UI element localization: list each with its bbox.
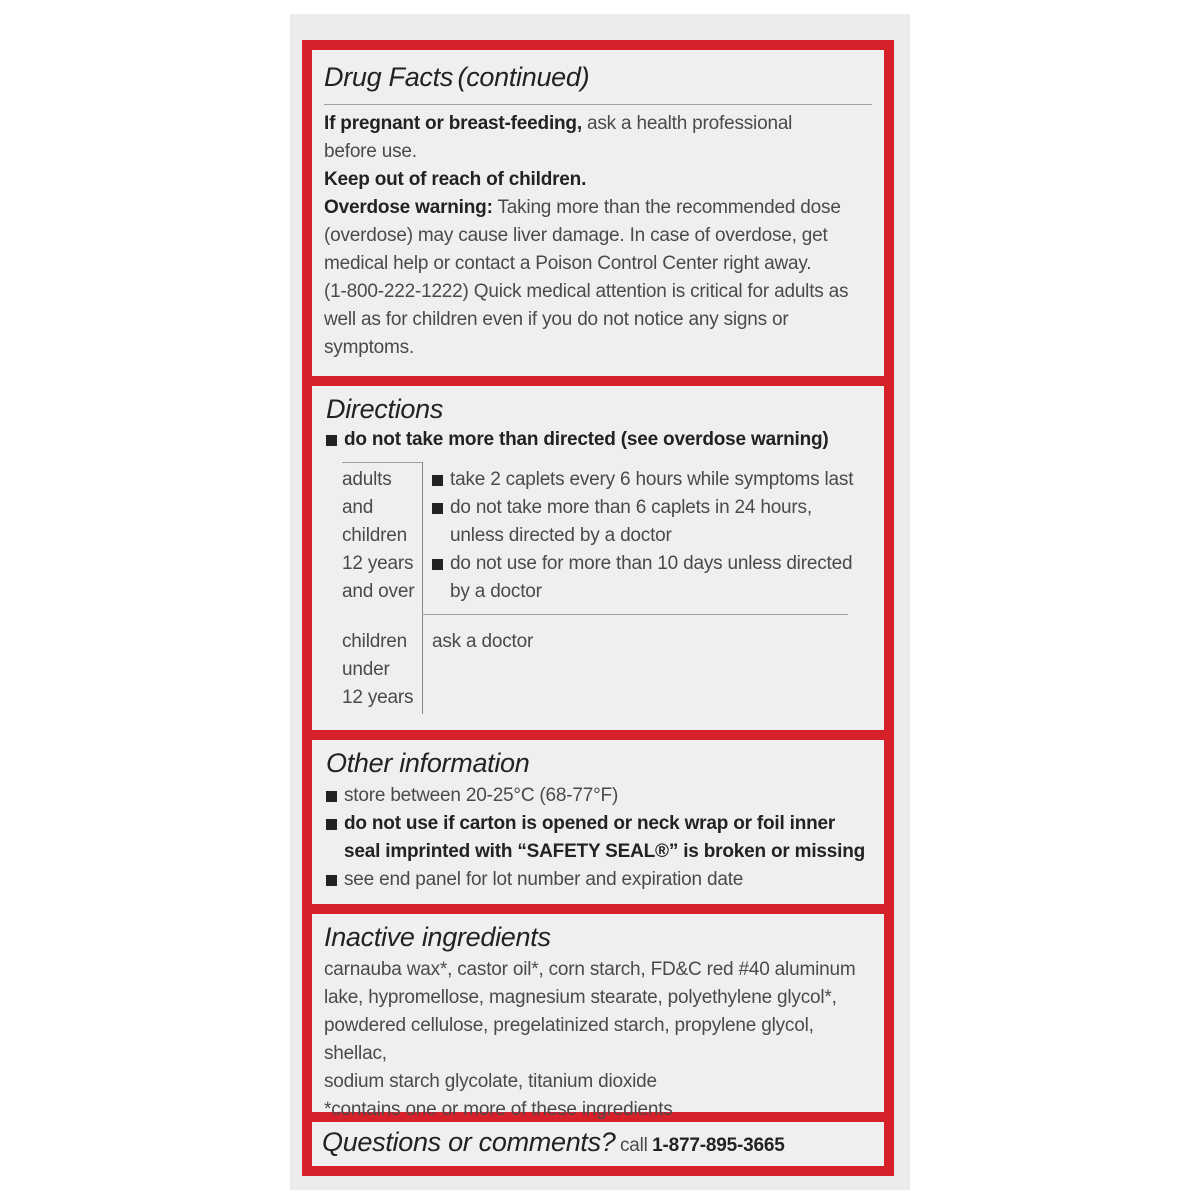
table-column-divider <box>422 462 423 714</box>
bullet-icon <box>326 819 337 830</box>
questions-line <box>322 1127 785 1160</box>
keep-out-warning: Keep out of reach of children. <box>324 169 587 190</box>
directions-title: Directions <box>326 394 444 424</box>
dose-group-children <box>342 628 420 712</box>
ingredients-line: powdered cellulose, pregelatinized starch, propylene glycol, shellac, <box>324 1015 814 1064</box>
info-item <box>326 866 876 894</box>
phone-number[interactable]: 1-877-895-3665 <box>652 1135 785 1156</box>
info-item <box>326 810 876 866</box>
dose-instructions-adults <box>432 466 862 606</box>
drug-facts-title-suffix: (continued) <box>457 62 590 92</box>
overdose-text: Taking more than the recommended dose <box>497 197 841 218</box>
info-item-text: see end panel for lot number and expiration date <box>344 869 744 890</box>
bullet-icon <box>326 791 337 802</box>
table-top-rule <box>342 462 422 463</box>
pregnant-line <box>324 110 876 138</box>
overdose-text-line: well as for children even if you do not notice any signs or <box>324 309 789 330</box>
dose-item <box>432 494 862 550</box>
dose-group-line: children <box>342 631 407 652</box>
dose-group-line: adults <box>342 469 392 490</box>
info-item <box>326 782 876 810</box>
questions-panel <box>312 1122 884 1166</box>
dose-group-line: children <box>342 525 407 546</box>
dose-group-line: and <box>342 497 374 518</box>
warnings-block <box>324 110 876 362</box>
inactive-ingredients-text <box>324 956 880 1124</box>
other-information-title: Other information <box>326 748 530 778</box>
questions-title: Questions or comments? <box>322 1127 616 1157</box>
dose-item-text: do not take more than 6 caplets in 24 hours, <box>450 497 812 518</box>
dose-item-text: unless directed by a doctor <box>450 525 672 546</box>
dose-item <box>432 550 862 606</box>
other-information-list <box>326 782 876 894</box>
directions-main-bullet <box>326 426 884 454</box>
table-row-rule <box>422 614 848 615</box>
overdose-line <box>324 194 876 222</box>
directions-main-text: do not take more than directed (see overdose warning) <box>344 429 829 450</box>
overdose-bold: Overdose warning: <box>324 197 493 218</box>
overdose-text-line: (1-800-222-1222) Quick medical attention is critical for adults as <box>324 281 849 302</box>
bullet-icon <box>432 559 443 570</box>
other-information-panel <box>312 740 884 904</box>
pregnant-text: ask a health professional <box>587 113 793 134</box>
info-item-text: store between 20-25°C (68-77°F) <box>344 785 619 806</box>
bullet-icon <box>326 875 337 886</box>
drug-facts-title: Drug Facts <box>324 62 454 92</box>
dose-group-line: and over <box>342 581 415 602</box>
dose-group-line: 12 years <box>342 687 414 708</box>
overdose-text-line: medical help or contact a Poison Control Center right away. <box>324 253 812 274</box>
dose-item <box>432 466 862 494</box>
panel-heading <box>324 62 589 93</box>
bullet-icon <box>326 435 337 446</box>
info-item-text: do not use if carton is opened or neck wrap or foil inner <box>344 813 836 834</box>
dose-item-text: by a doctor <box>450 581 542 602</box>
call-label: call <box>619 1135 648 1156</box>
dose-instruction-children: ask a doctor <box>432 631 534 652</box>
dose-item-text: do not use for more than 10 days unless directed <box>450 553 853 574</box>
bullet-icon <box>432 503 443 514</box>
ingredients-line: sodium starch glycolate, titanium dioxide <box>324 1071 657 1092</box>
dose-item-text: take 2 caplets every 6 hours while symptoms last <box>450 469 854 490</box>
ingredients-line: carnauba wax*, castor oil*, corn starch, FD&C red #40 aluminum <box>324 959 856 980</box>
dose-group-line: under <box>342 659 390 680</box>
info-item-text: seal imprinted with “SAFETY SEAL®” is broken or missing <box>344 841 866 862</box>
dose-group-adults <box>342 466 420 606</box>
heading-divider <box>324 104 872 105</box>
drug-facts-frame <box>302 40 894 1176</box>
directions-panel <box>312 386 884 730</box>
overdose-text-line: symptoms. <box>324 337 415 358</box>
inactive-ingredients-panel <box>312 914 884 1120</box>
bullet-icon <box>432 475 443 486</box>
dose-group-line: 12 years <box>342 553 414 574</box>
drug-facts-continued-panel <box>312 50 884 376</box>
ingredients-footnote: *contains one or more of these ingredients <box>324 1099 673 1120</box>
pregnant-text-line2: before use. <box>324 141 417 162</box>
overdose-text-line: (overdose) may cause liver damage. In case of overdose, get <box>324 225 828 246</box>
ingredients-line: lake, hypromellose, magnesium stearate, polyethylene glycol*, <box>324 987 837 1008</box>
pregnant-bold: If pregnant or breast-feeding, <box>324 113 582 134</box>
inactive-ingredients-title: Inactive ingredients <box>324 922 551 952</box>
